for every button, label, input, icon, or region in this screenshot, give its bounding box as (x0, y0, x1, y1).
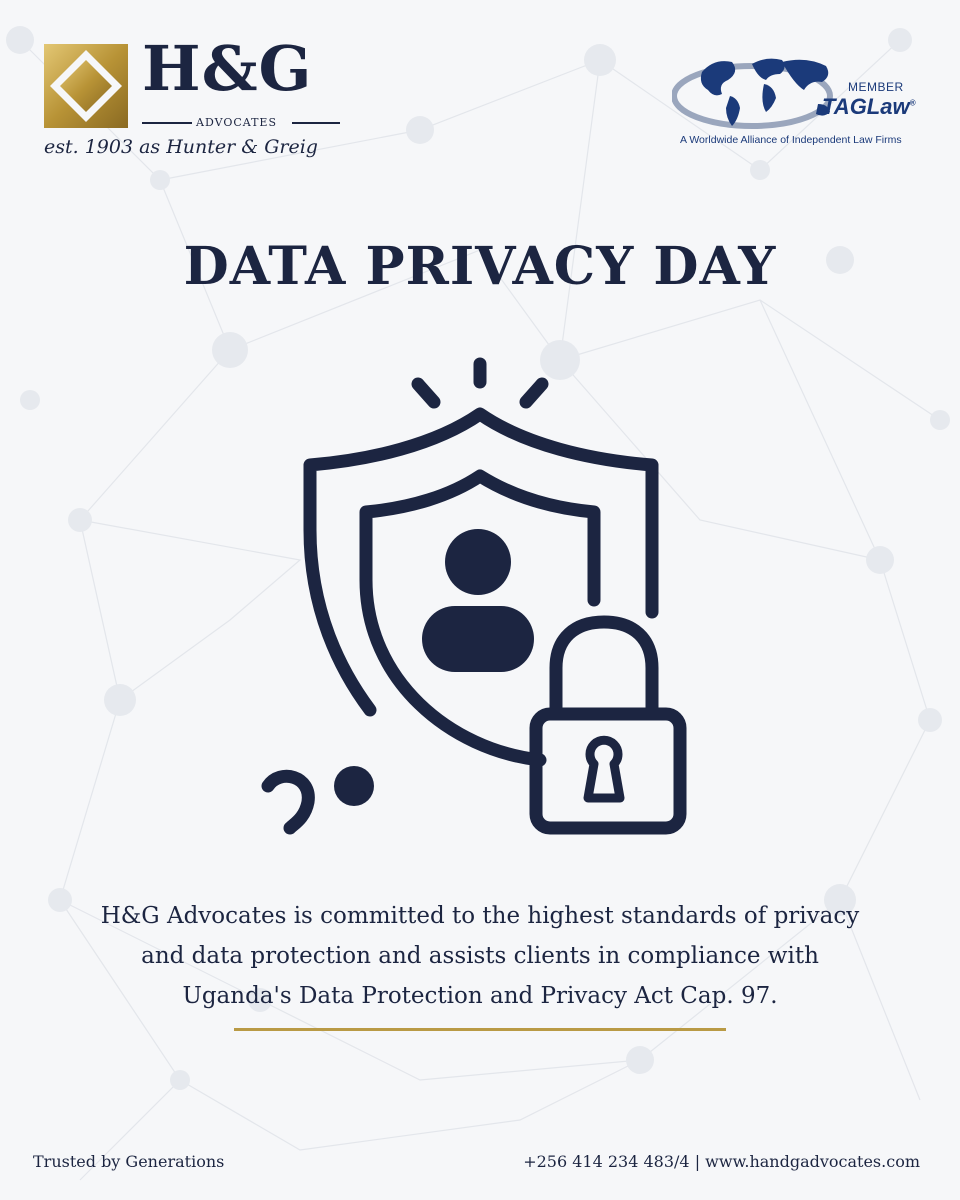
hg-est-tagline: est. 1903 as Hunter & Greig (44, 136, 318, 158)
hg-wordmark: H&G (142, 32, 313, 105)
taglaw-member-logo (672, 44, 936, 152)
hg-rule-left (142, 122, 192, 124)
gold-divider (234, 1028, 726, 1031)
hg-advocates-logo (44, 32, 344, 164)
page-title: DATA PRIVACY DAY (183, 236, 777, 297)
shield-user-lock-icon (250, 350, 710, 850)
hg-advocates-label: ADVOCATES (196, 116, 277, 129)
hg-diamond-mark-icon (44, 44, 128, 128)
taglaw-member-label: MEMBER (848, 80, 904, 94)
icon-container (250, 350, 710, 850)
footer-contact: +256 414 234 483/4 | www.handgadvocates.com (523, 1152, 920, 1171)
registered-mark: ® (909, 98, 916, 108)
commitment-statement: H&G Advocates is committed to the highest standards of privacy and data protection and assists clients in compliance with Uganda's Data Protection and Privacy Act Cap. 97. (100, 903, 860, 1009)
taglaw-tagline: A Worldwide Alliance of Independent Law Firms (680, 134, 902, 146)
hg-rule-right (292, 122, 340, 124)
taglaw-name-text: TAGLaw (822, 94, 910, 119)
taglaw-name (822, 94, 916, 120)
footer-slogan: Trusted by Generations (33, 1152, 225, 1171)
